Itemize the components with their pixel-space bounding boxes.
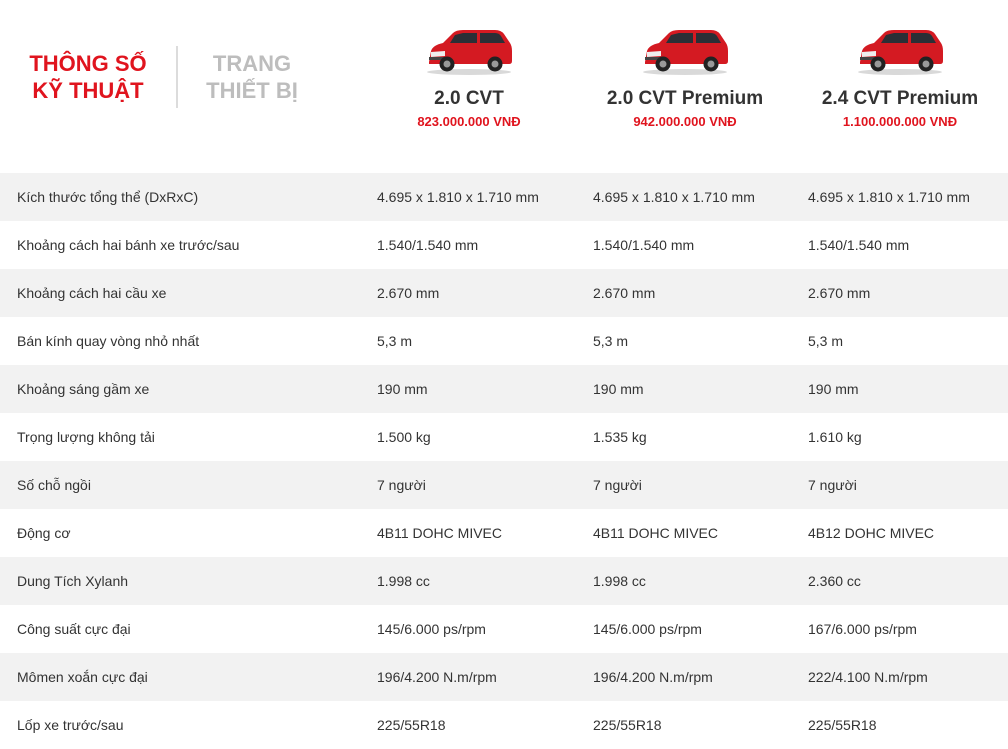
tab-equipment-line1: TRANG	[212, 51, 292, 76]
spec-value: 5,3 m	[593, 333, 629, 349]
spec-value: 145/6.000 ps/rpm	[593, 621, 702, 637]
tab-specifications[interactable]	[16, 50, 160, 104]
table-row	[0, 317, 1008, 365]
spec-label: Khoảng cách hai cầu xe	[17, 285, 167, 301]
model-column-0	[369, 24, 569, 130]
model-name: 2.0 CVT Premium	[606, 88, 764, 109]
spec-value: 190 mm	[808, 381, 859, 397]
spec-value: 2.670 mm	[377, 285, 440, 301]
spec-label: Số chỗ ngồi	[17, 477, 91, 493]
table-row	[0, 413, 1008, 461]
model-price: 1.100.000.000 VNĐ	[842, 114, 958, 129]
spec-value: 2.670 mm	[593, 285, 656, 301]
spec-label: Lốp xe trước/sau	[17, 717, 124, 733]
tab-specifications-line2: KỸ THUẬT	[32, 78, 144, 103]
spec-label: Bán kính quay vòng nhỏ nhất	[17, 333, 200, 349]
spec-value: 2.360 cc	[808, 573, 861, 589]
spec-value: 4.695 x 1.810 x 1.710 mm	[377, 189, 539, 205]
spec-value: 5,3 m	[808, 333, 844, 349]
spec-value: 4.695 x 1.810 x 1.710 mm	[593, 189, 755, 205]
spec-value: 4B12 DOHC MIVEC	[808, 525, 935, 541]
tab-equipment[interactable]	[192, 50, 312, 104]
model-price: 942.000.000 VNĐ	[633, 114, 737, 129]
spec-value: 7 người	[593, 477, 642, 493]
spec-value: 7 người	[808, 477, 857, 493]
spec-value: 167/6.000 ps/rpm	[808, 621, 917, 637]
spec-label: Động cơ	[17, 525, 71, 541]
model-price: 823.000.000 VNĐ	[417, 114, 521, 129]
table-row	[0, 701, 1008, 749]
table-row	[0, 557, 1008, 605]
spec-value: 225/55R18	[593, 717, 662, 733]
red-suv-car-icon	[423, 24, 515, 76]
spec-value: 1.540/1.540 mm	[377, 237, 479, 253]
spec-table	[0, 173, 1008, 749]
spec-label: Công suất cực đại	[17, 621, 131, 637]
spec-value: 196/4.200 N.m/rpm	[593, 669, 713, 685]
spec-label: Khoảng cách hai bánh xe trước/sau	[17, 237, 240, 253]
spec-value: 145/6.000 ps/rpm	[377, 621, 486, 637]
spec-value: 4.695 x 1.810 x 1.710 mm	[808, 189, 970, 205]
table-row	[0, 173, 1008, 221]
red-suv-car-icon	[639, 24, 731, 76]
spec-value: 5,3 m	[377, 333, 413, 349]
spec-value: 1.998 cc	[377, 573, 430, 589]
tab-equipment-line2: THIẾT BỊ	[206, 78, 298, 103]
spec-label: Dung Tích Xylanh	[17, 573, 129, 589]
tab-divider	[176, 46, 178, 108]
spec-value: 225/55R18	[808, 717, 877, 733]
spec-label: Kích thước tổng thể (DxRxC)	[17, 189, 199, 205]
table-row	[0, 653, 1008, 701]
spec-value: 4B11 DOHC MIVEC	[593, 525, 718, 541]
spec-value: 190 mm	[593, 381, 644, 397]
table-row	[0, 509, 1008, 557]
model-name: 2.0 CVT	[434, 88, 504, 109]
spec-value: 1.540/1.540 mm	[593, 237, 695, 253]
spec-value: 190 mm	[377, 381, 428, 397]
table-row	[0, 605, 1008, 653]
spec-value: 7 người	[377, 477, 426, 493]
model-name: 2.4 CVT Premium	[821, 88, 979, 109]
spec-value: 1.610 kg	[808, 429, 862, 445]
model-column-2	[800, 24, 1000, 130]
spec-value: 1.540/1.540 mm	[808, 237, 910, 253]
spec-value: 225/55R18	[377, 717, 446, 733]
model-column-1	[585, 24, 785, 130]
spec-value: 196/4.200 N.m/rpm	[377, 669, 497, 685]
table-row	[0, 269, 1008, 317]
spec-value: 1.535 kg	[593, 429, 647, 445]
red-suv-car-icon	[854, 24, 946, 76]
spec-value: 222/4.100 N.m/rpm	[808, 669, 928, 685]
spec-value: 4B11 DOHC MIVEC	[377, 525, 502, 541]
spec-label: Trọng lượng không tải	[17, 429, 155, 445]
spec-value: 1.998 cc	[593, 573, 646, 589]
spec-value: 2.670 mm	[808, 285, 871, 301]
spec-label: Khoảng sáng gầm xe	[17, 381, 150, 397]
spec-value: 1.500 kg	[377, 429, 431, 445]
tab-specifications-line1: THÔNG SỐ	[29, 51, 147, 76]
table-row	[0, 461, 1008, 509]
comparison-header	[0, 0, 1008, 173]
spec-label: Mômen xoắn cực đại	[17, 669, 148, 685]
table-row	[0, 221, 1008, 269]
table-row	[0, 365, 1008, 413]
